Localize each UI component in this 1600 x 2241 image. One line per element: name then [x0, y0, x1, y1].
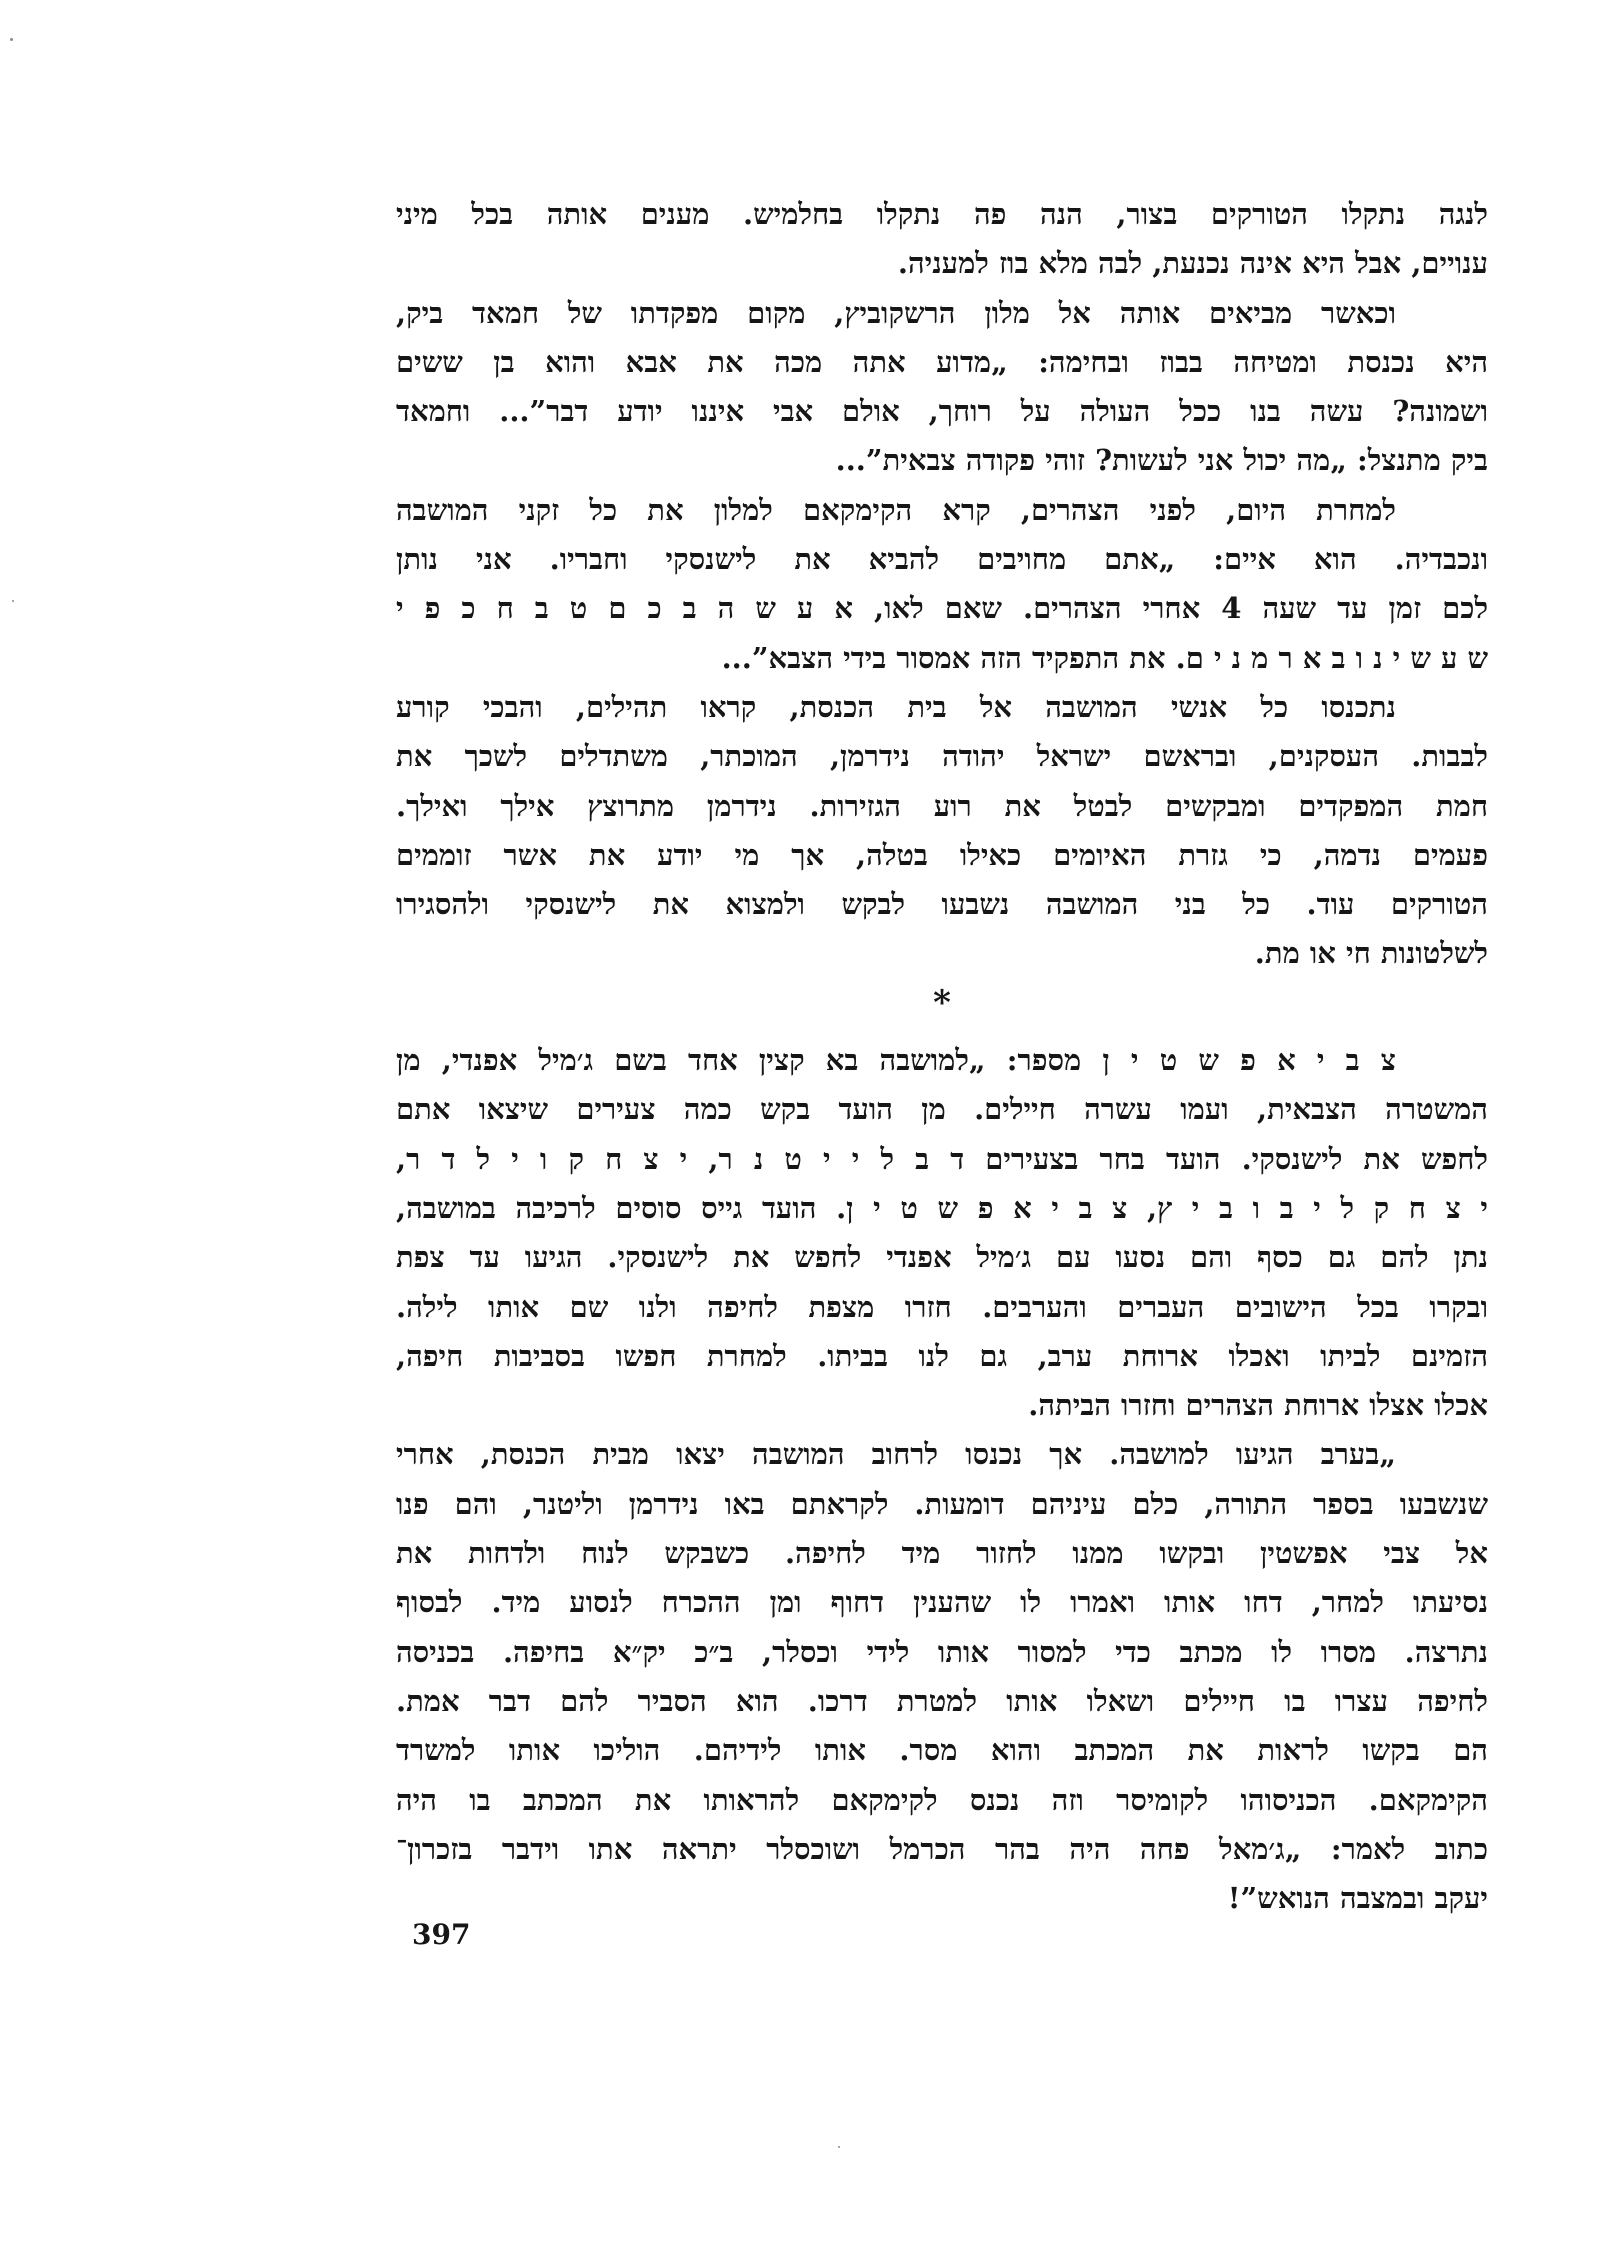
text-line: נתרצה. מסרו לו מכתב כדי למסור אותו לידי וכסלר, ב״כ יק״א בחיפה. בכניסה: [396, 1634, 1488, 1669]
text-line: ונכבדיה. הוא איים: „אתם מחויבים להביא את לישנסקי וחבריו. אני נותן: [396, 542, 1488, 577]
paragraph: [396, 1036, 1488, 1430]
text-line: לכם זמן עד שעה 4 אחרי הצהרים. שאם לאו, א ע ש ה ב כ ם ט ב ח כ פ י: [396, 591, 1489, 626]
text-line: הזמינם לביתו ואכלו ארוחת ערב, גם לנו בביתו. למחרת חפשו בסביבות חיפה,: [396, 1338, 1488, 1373]
text-line: ש ע ש י נ ו ב א ר מ נ י ם. את התפקיד הזה אמסור בידי הצבא”...: [721, 640, 1488, 675]
separator-gap: [396, 1028, 1488, 1036]
text-line: י צ ח ק ל י ב ו ב י ץ, צ ב י א פ ש ט י ן. הועד גייס סוסים לרכיבה במושבה,: [396, 1190, 1488, 1225]
text-line: היא נכנסת ומטיחה בבוז ובחימה: „מדוע אתה מכה את אבא והוא בן ששים: [396, 344, 1488, 379]
scan-speck: [10, 38, 13, 41]
text-line: פעמים נדמה, כי גזרת האיומים כאילו בטלה, אך מי יודע את אשר זוממים: [396, 837, 1488, 872]
page-text: [396, 190, 1488, 1923]
text-line: הטורקים עוד. כל בני המושבה נשבעו לבקש ולמצוא את לישנסקי ולהסגירו: [396, 887, 1488, 922]
text-line: צ ב י א פ ש ט י ן מספר: „למושבה בא קצין אחד בשם ג׳מיל אפנדי, מן: [396, 1043, 1396, 1078]
text-line: לנגה נתקלו הטורקים בצור, הנה פה נתקלו בחלמיש. מענים אותה בכל מיני: [396, 197, 1488, 231]
text-line: ענויים, אבל היא אינה נכנעת, לבה מלא בוז למעניה.: [897, 246, 1488, 281]
paragraph: [396, 486, 1488, 683]
paragraph: [396, 1430, 1488, 1923]
paragraph: [396, 683, 1488, 979]
text-line: לחפש את לישנסקי. הועד בחר בצעירים ד ב ל י י ט נ ר, י צ ח ק ו י ל ד ר,: [396, 1141, 1488, 1176]
text-line: למחרת היום, לפני הצהרים, קרא הקימקאם למלון את כל זקני המושבה: [396, 492, 1396, 527]
page-number: 397: [412, 1918, 471, 1951]
text-line: הם בקשו לראות את המכתב והוא מסר. אותו לידיהם. הוליכו אותו למשרד: [396, 1733, 1488, 1768]
text-line: נתכנסו כל אנשי המושבה אל בית הכנסת, קראו תהילים, והבכי קורע: [396, 689, 1396, 724]
scan-speck: [838, 2146, 840, 2148]
text-line: ושמונה? עשה בנו ככל העולה על רוחך, אולם אבי איננו יודע דבר”... וחמאד: [396, 394, 1488, 429]
text-line: וכאשר מביאים אותה אל מלון הרשקוביץ, מקום מפקדתו של חמאד ביק,: [396, 295, 1396, 330]
text-line: לשלטונות חי או מת.: [1254, 936, 1488, 971]
scan-speck: [12, 600, 14, 602]
text-line: המשטרה הצבאית, ועמו עשרה חיילים. מן הועד בקש כמה צעירים שיצאו אתם: [396, 1092, 1488, 1127]
text-line: ובקרו בכל הישובים העברים והערבים. חזרו מצפת לחיפה ולנו שם אותו לילה.: [396, 1289, 1488, 1324]
text-line: שנשבעו בספר התורה, כלם עיניהם דומעות. לקראתם באו נידרמן וליטנר, והם פנו: [396, 1486, 1488, 1521]
text-line: אל צבי אפשטין ובקשו ממנו לחזור מיד לחיפה. כשבקש לנוח ולדחות את: [396, 1536, 1488, 1571]
text-line: „בערב הגיעו למושבה. אך נכנסו לרחוב המושבה יצאו מבית הכנסת, אחרי: [396, 1437, 1396, 1472]
text-line: נסיעתו למחר, דחו אותו ואמרו לו שהענין דחוף ומן ההכרח לנסוע מיד. לבסוף: [396, 1585, 1488, 1620]
text-line: חמת המפקדים ומבקשים לבטל את רוע הגזירות. נידרמן מתרוצץ אילך ואילך.: [396, 788, 1488, 823]
text-line: נתן להם גם כסף והם נסעו עם ג׳מיל אפנדי לחפש את לישנסקי. הגיעו עד צפת: [396, 1240, 1488, 1275]
text-line: הקימקאם. הכניסוהו לקומיסר וזה נכנס לקימקאם להראותו את המכתב בו היה: [396, 1782, 1488, 1817]
text-line: לחיפה עצרו בו חיילים ושאלו אותו למטרת דרכו. הוא הסביר להם דבר אמת.: [396, 1683, 1488, 1718]
text-line: אכלו אצלו ארוחת הצהרים וחזרו הביתה.: [1028, 1388, 1488, 1423]
paragraph: [396, 289, 1488, 486]
text-line: ביק מתנצל: „מה יכול אני לעשות? זוהי פקודה צבאית”...: [835, 443, 1488, 478]
text-line: יעקב ובמצבה הנואש”!: [1227, 1881, 1488, 1916]
text-line: כתוב לאמר: „ג׳מאל פחה היה בהר הכרמל ושוכסלר יתראה אתו וידבר בזכרון־: [396, 1831, 1488, 1866]
text-line: לבבות. העסקנים, ובראשם ישראל יהודה נידרמן, המוכתר, משתדלים לשכך את: [396, 739, 1488, 774]
section-separator: *: [933, 982, 951, 1023]
paragraph: [396, 190, 1488, 289]
